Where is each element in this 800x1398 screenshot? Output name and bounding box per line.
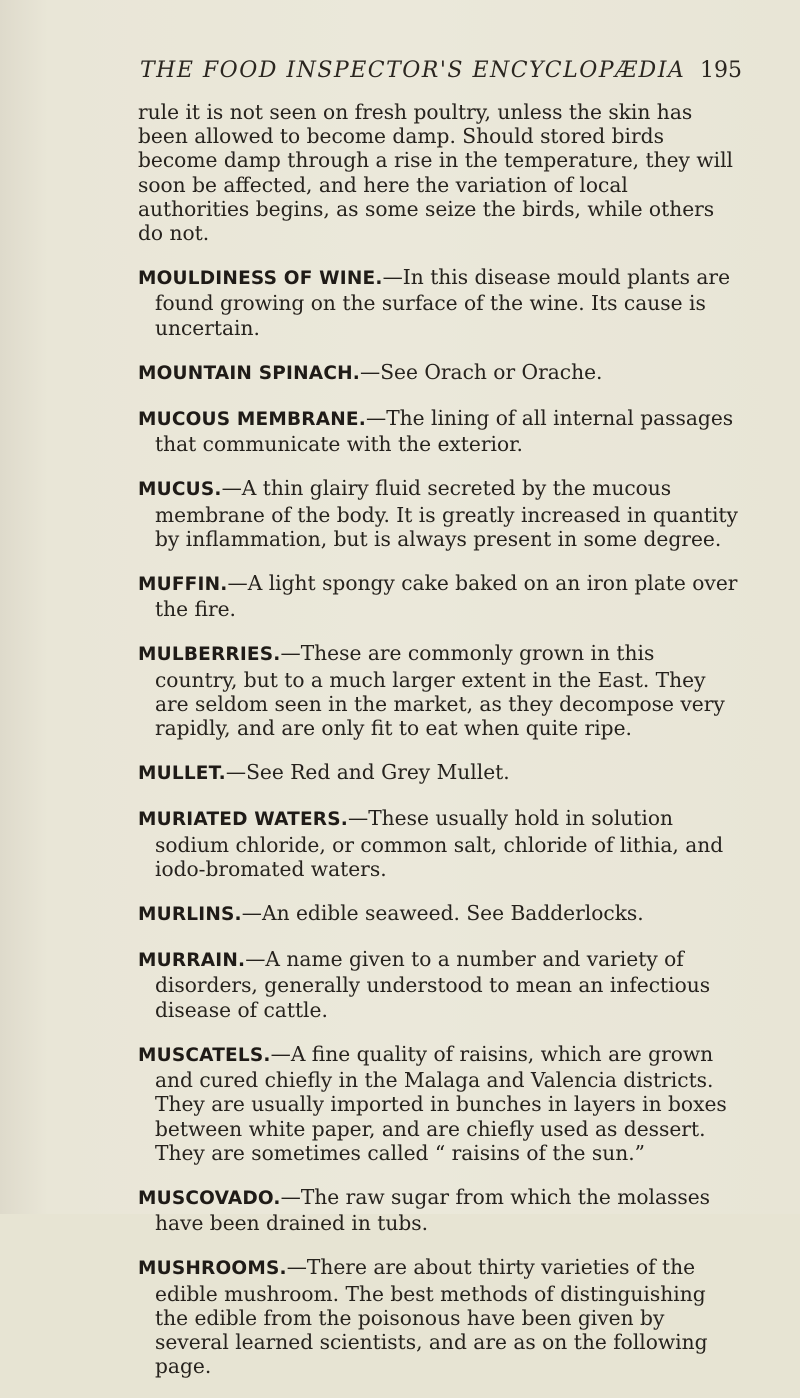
entry-mulberries [138,641,740,740]
entry-term: MOUNTAIN SPINACH. [138,362,361,384]
entry-definition: —The lining of all internal passages that communicate with the exterior. [155,406,734,457]
running-head-title: THE FOOD INSPECTOR'S ENCYCLOPÆDIA [140,58,686,83]
entry-term: MULBERRIES. [138,644,281,666]
entry-definition: —These usually hold in solution sodium chloride, or common salt, chloride of lithia, and iodo-bromated waters. [155,806,724,881]
entry-murrain [138,947,740,1022]
entry-definition: —A fine quality of raisins, which are grown and cured chiefly in the Malaga and Valencia districts. They are usually imported in bunches in layers in boxes between white paper, and are chiefly used as dessert. They are sometimes called “ raisins of the sun.” [155,1041,727,1165]
page-number: 195 [700,58,742,83]
entry-term: MURIATED WATERS. [138,809,349,831]
entry-term: MUSCOVADO. [138,1187,281,1209]
page-body [138,100,740,1398]
entry-mucous-membrane [138,406,740,456]
entry-definition: —These are commonly grown in this country, but to a much larger extent in the East. They are seldom seen in the market, as they decompose very rapidly, and are only fit to eat when quite ripe. [155,641,725,741]
entry-mucus [138,476,740,551]
page-header [140,58,742,98]
entry-definition: —There are about thirty varieties of the edible mushroom. The best methods of distinguishing the edible from the poisonous have been given by several learned scientists, and are as on the following page. [155,1255,708,1379]
entry-definition: —A thin glairy fluid secreted by the mucous membrane of the body. It is greatly increased in quantity by inflammation, but is always present in some degree. [155,476,738,551]
continued-paragraph: rule it is not seen on fresh poultry, unless the skin has been allowed to become damp. Should stored birds become damp through a rise in the temperature, they will soon be affected, and here the variation of local authorities begins, as some seize the birds, while others do not. [138,100,734,246]
entry-definition: —In this disease mould plants are found growing on the surface of the wine. Its cause is uncertain. [155,265,731,340]
entry-definition: —The raw sugar from which the molasses have been drained in tubs. [155,1184,711,1236]
entry-muscatels [138,1042,740,1165]
entry-mouldiness-of-wine [138,265,740,340]
entry-mountain-spinach [138,360,740,386]
entry-term: MUFFIN. [138,574,228,596]
entry-term: MUCUS. [138,479,222,501]
entry-definition: —See Orach or Orache. [360,359,603,384]
entry-muscovado [138,1185,740,1235]
entry-term: MURLINS. [138,904,242,926]
entry-term: MULLET. [138,763,226,785]
entry-definition: —An edible seaweed. See Badderlocks. [241,901,644,926]
entry-term: MUSHROOMS. [138,1258,287,1280]
entry-term: MUSCATELS. [138,1044,271,1066]
entry-term: MURRAIN. [138,950,246,972]
entry-mushrooms [138,1255,740,1378]
entry-definition: —A light spongy cake baked on an iron plate over the fire. [155,571,738,622]
entry-term: MOULDINESS OF WINE. [138,268,383,290]
entry-muriated-waters [138,806,740,881]
entry-definition: —A name given to a number and variety of disorders, generally understood to mean an infectious disease of cattle. [155,947,711,1022]
entry-murlins [138,901,740,927]
entry-definition: —See Red and Grey Mullet. [225,760,510,785]
entry-muffin [138,571,740,621]
entry-term: MUCOUS MEMBRANE. [138,409,366,431]
entry-mullet [138,760,740,786]
